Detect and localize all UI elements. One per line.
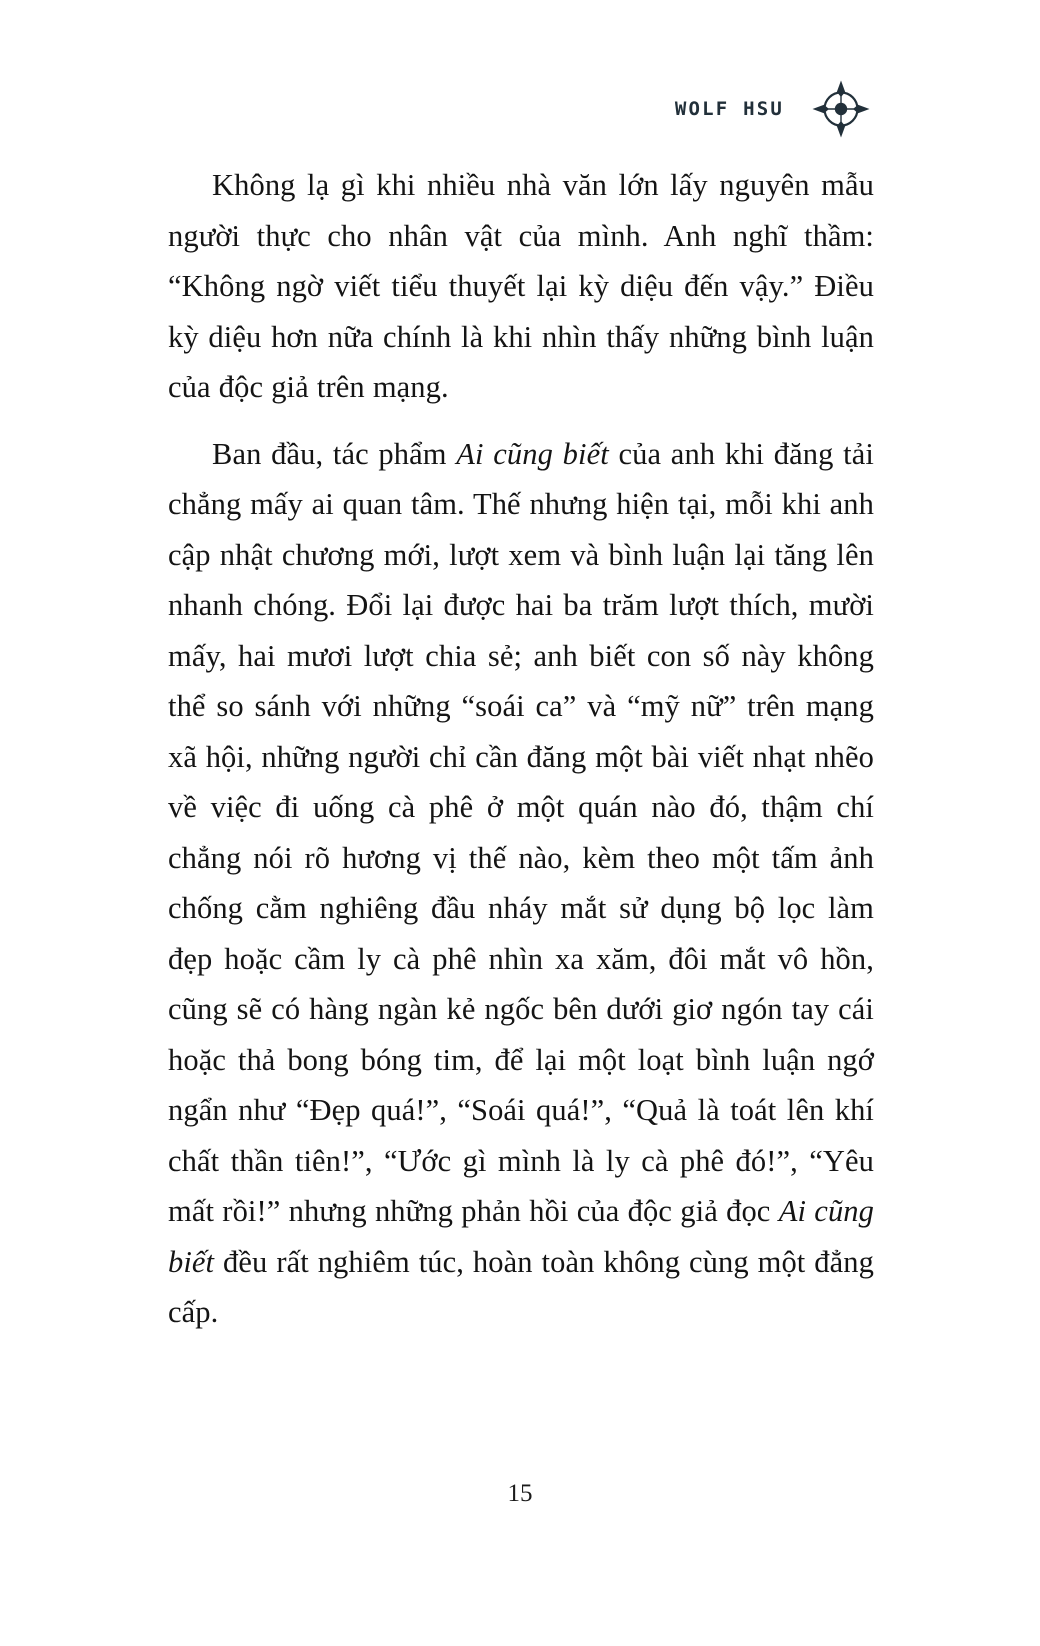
page-body (168, 160, 874, 1338)
book-title-italic: Ai cũng biết (456, 436, 609, 471)
page-number: 15 (507, 1480, 533, 1507)
paragraph-1: Không lạ gì khi nhiều nhà văn lớn lấy nguyên mẫu người thực cho nhân vật của mình. Anh nghĩ thầm: “Không ngờ viết tiểu thuyết lại kỳ diệu đến vậy.” Điều kỳ diệu hơn nữa chính là khi nhìn thấy những bình luận của độc giả trên mạng. (168, 168, 874, 404)
paragraph-2: Ban đầu, tác phẩm Ai cũng biết của anh khi đăng tải chẳng mấy ai quan tâm. Thế nhưng hiện tại, mỗi khi anh cập nhật chương mới, lượt xem và bình luận lại tăng lên nhanh chóng. Đổi lại được hai ba trăm lượt thích, mười mấy, hai mươi lượt chia sẻ; anh biết con số này không thể so sánh với những “soái ca” và “mỹ nữ” trên mạng xã hội, những người chỉ cần đăng một bài viết nhạt nhẽo về việc đi uống cà phê ở một quán nào đó, thậm chí chẳng nói rõ hương vị thế nào, kèm theo một tấm ảnh chống cằm nghiêng đầu nháy mắt sử dụng bộ lọc làm đẹp hoặc cầm ly cà phê nhìn xa xăm, đôi mắt vô hồn, cũng sẽ có hàng ngàn kẻ ngốc bên dưới giơ ngón tay cái hoặc thả bong bóng tim, để lại một loạt bình luận ngớ ngẩn như “Đẹp quá!”, “Soái quá!”, “Quả là toát lên khí chất thần tiên!”, “Ước gì mình là ly cà phê đó!”, “Yêu mất rồi!” nhưng những phản hồi của độc giả đọc Ai cũng biết đều rất nghiêm túc, hoàn toàn không cùng một đẳng cấp. (168, 436, 874, 1329)
book-title-italic: Ai cũng biết (168, 1194, 874, 1279)
running-head (675, 78, 872, 140)
running-head-title: WOLF HSU (674, 98, 784, 120)
crosshair-compass-ornament-icon (810, 78, 872, 140)
